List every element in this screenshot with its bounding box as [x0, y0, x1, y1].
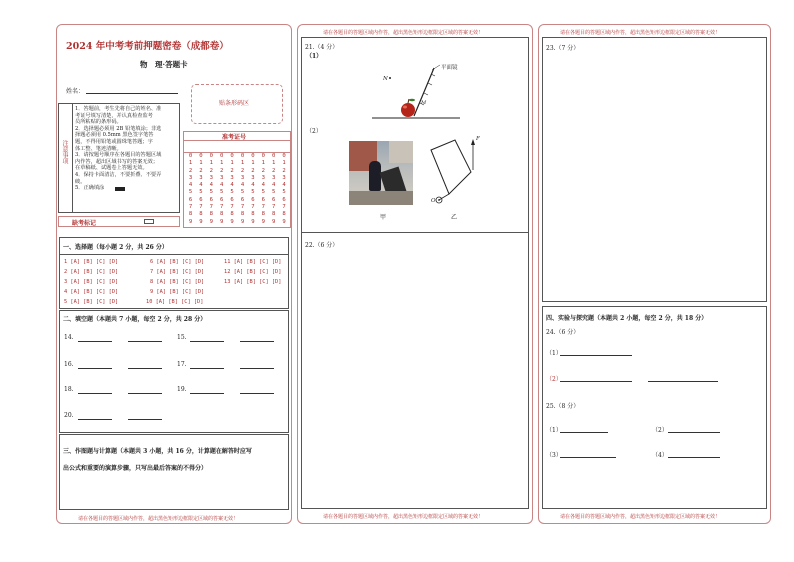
admission-digit-bubble[interactable]: 7 — [272, 204, 276, 211]
admission-digit-column[interactable] — [228, 153, 237, 226]
q23-label: 23.（7 分） — [546, 45, 580, 52]
admission-digit-bubble[interactable]: 6 — [188, 196, 193, 203]
note-line: 员所粘贴的条形码。 — [75, 119, 122, 126]
admission-digit-bubble[interactable]: 2 — [188, 167, 193, 174]
admission-digit-bubble[interactable]: 5 — [282, 189, 286, 196]
admission-digit-bubble[interactable]: 9 — [240, 218, 245, 225]
admission-digit-bubble[interactable]: 1 — [240, 160, 245, 167]
admission-digit-bubble[interactable]: 0 — [199, 153, 203, 159]
admission-digit-bubble[interactable]: 8 — [230, 211, 234, 218]
admission-digit-column[interactable] — [259, 153, 268, 226]
q15-blank-1[interactable] — [190, 341, 224, 342]
admission-digit-bubble[interactable]: 9 — [199, 218, 203, 225]
q19-blank-2[interactable] — [240, 393, 274, 394]
admission-digit-bubble[interactable]: 4 — [272, 182, 276, 189]
mc-row-3[interactable]: 3 [A] [B] [C] [D] — [64, 279, 119, 285]
note-line: 在草稿纸、试题卷上答题无效。 — [75, 165, 148, 172]
admission-digit-bubble[interactable]: 1 — [188, 160, 193, 167]
q18-blank-2[interactable] — [128, 393, 162, 394]
mc-header-divider — [59, 254, 289, 255]
admission-digit-bubble[interactable]: 2 — [240, 167, 245, 174]
admission-digit-bubble[interactable]: 6 — [272, 196, 276, 203]
mc-row-13[interactable]: 13 [A] [B] [C] [D] — [224, 279, 282, 285]
mc-row-5[interactable]: 5 [A] [B] [C] [D] — [64, 299, 119, 305]
exam-subtitle: 物 理·答题卡 — [140, 60, 188, 69]
name-field-line[interactable] — [86, 93, 178, 94]
q24-part2-label: （2） — [546, 376, 562, 383]
experiment-section-header: 四、实验与探究题（本题共 2 小题，每空 2 分，共 18 分） — [546, 315, 708, 322]
admission-digit-bubble[interactable]: 8 — [261, 211, 265, 218]
admission-digit-bubble[interactable]: 3 — [272, 174, 276, 181]
admission-digit-bubble[interactable]: 5 — [220, 189, 224, 196]
photo-person — [369, 161, 381, 191]
admission-digit-bubble[interactable]: 8 — [282, 211, 286, 218]
admission-digit-bubble[interactable]: 3 — [251, 174, 255, 181]
q18-blank-1[interactable] — [78, 393, 112, 394]
admission-digit-column[interactable] — [269, 153, 278, 226]
q24-part2-blank-2[interactable] — [648, 381, 718, 382]
admission-digit-bubble[interactable]: 8 — [251, 211, 255, 218]
q15-blank-2[interactable] — [240, 341, 274, 342]
admission-digit-bubble[interactable]: 6 — [209, 196, 213, 203]
q25-part4-blank[interactable] — [668, 457, 720, 458]
figure-jia-label: 甲 — [380, 214, 387, 221]
mirror-leader-line — [432, 65, 440, 70]
q17-label: 17. — [177, 361, 187, 368]
photo-person-pushing-bin — [349, 141, 413, 205]
admission-digit-bubble[interactable]: 2 — [230, 167, 234, 174]
admission-digit-bubble[interactable]: 0 — [220, 153, 224, 159]
admission-digit-bubble[interactable]: 4 — [230, 182, 234, 189]
admission-digit-bubble[interactable]: 4 — [209, 182, 213, 189]
q14-label: 14. — [64, 334, 74, 341]
admission-digit-bubble[interactable]: 5 — [188, 189, 193, 196]
admission-digit-bubble[interactable]: 6 — [261, 196, 265, 203]
note-line: 考证号填写清楚，并认真检查监考 — [75, 112, 153, 119]
admission-digit-bubble[interactable]: 6 — [199, 196, 203, 203]
admission-digit-bubble[interactable]: 5 — [199, 189, 203, 196]
admission-digit-bubble[interactable]: 7 — [282, 204, 286, 211]
mirror-line — [414, 68, 434, 116]
calc-section-header-line2: 出公式和重要的演算步骤，只写出最后答案的不得分） — [63, 465, 208, 472]
mc-row-8[interactable]: 8 [A] [B] [C] [D] — [150, 279, 205, 285]
q22-label: 22.（6 分） — [305, 242, 339, 249]
admission-digit-bubble[interactable]: 4 — [240, 182, 245, 189]
q17-blank-2[interactable] — [240, 368, 274, 369]
admission-digit-bubble[interactable]: 8 — [199, 211, 203, 218]
panel2-footer-warning: 请在各题目的答题区域内作答，超出黑色矩形边框限定区域的答案无效！ — [323, 514, 484, 520]
mc-row-9[interactable]: 9 [A] [B] [C] [D] — [150, 289, 205, 295]
admission-digit-bubble[interactable]: 9 — [261, 218, 265, 225]
point-n-label: N — [383, 76, 388, 82]
admission-digit-column[interactable] — [196, 153, 205, 226]
admission-digit-bubble[interactable]: 6 — [282, 196, 286, 203]
admission-digit-bubble[interactable]: 3 — [282, 174, 286, 181]
admission-digit-bubble[interactable]: 3 — [209, 174, 213, 181]
admission-digit-bubble[interactable]: 6 — [240, 196, 245, 203]
mc-row-7[interactable]: 7 [A] [B] [C] [D] — [150, 269, 205, 275]
q24-part1-blank[interactable] — [560, 355, 632, 356]
note-line: 题，不得用铅笔或圆珠笔答题；字 — [75, 138, 153, 145]
q20-blank-2[interactable] — [128, 419, 162, 420]
q21-part1-label: （1） — [306, 53, 323, 60]
admission-digit-bubble[interactable]: 5 — [240, 189, 245, 196]
q20-label: 20. — [64, 412, 74, 419]
admission-digit-bubble[interactable]: 1 — [209, 160, 213, 167]
admission-digit-bubble[interactable]: 8 — [240, 211, 245, 218]
admission-number-label: 准考证号 — [222, 134, 247, 141]
admission-digit-bubble[interactable]: 3 — [220, 174, 224, 181]
admission-digit-bubble[interactable]: 9 — [230, 218, 234, 225]
mc-row-10[interactable]: 10 [A] [B] [C] [D] — [146, 299, 204, 305]
admission-digit-bubble[interactable]: 1 — [220, 160, 224, 167]
q25-part1-blank[interactable] — [560, 432, 608, 433]
mc-row-11[interactable]: 11 [A] [B] [C] [D] — [224, 259, 282, 265]
admission-digit-bubble[interactable]: 3 — [240, 174, 245, 181]
q14-blank-2[interactable] — [128, 341, 162, 342]
admission-digit-bubble[interactable]: 5 — [230, 189, 234, 196]
mc-row-1[interactable]: 1 [A] [B] [C] [D] — [64, 259, 119, 265]
notes-list — [75, 106, 161, 192]
apple-leaf — [409, 99, 415, 101]
admission-digit-bubble[interactable]: 0 — [272, 153, 276, 159]
admission-digit-column[interactable] — [280, 153, 289, 226]
admission-label-divider — [183, 140, 291, 141]
admission-digit-bubble[interactable]: 1 — [261, 160, 265, 167]
admission-digit-bubble[interactable]: 7 — [188, 204, 193, 211]
admission-digit-bubble[interactable]: 1 — [199, 160, 203, 167]
q16-label: 16. — [64, 361, 74, 368]
q23-box — [542, 37, 767, 302]
admission-digit-bubble[interactable]: 0 — [209, 153, 213, 159]
admission-digit-bubble[interactable]: 7 — [230, 204, 234, 211]
mc-row-6[interactable]: 6 [A] [B] [C] [D] — [150, 259, 205, 265]
note-line: 3．请按题号顺序在各题目的答题区域 — [75, 152, 162, 159]
admission-digit-bubble[interactable]: 4 — [220, 182, 224, 189]
admission-digit-bubble[interactable]: 1 — [251, 160, 255, 167]
admission-digit-column[interactable] — [186, 153, 195, 226]
admission-digit-bubble[interactable]: 8 — [220, 211, 224, 218]
note-line: 体工整、笔迹清晰。 — [75, 145, 122, 152]
photo-ground — [349, 191, 413, 205]
q25-part1-label: （1） — [546, 427, 562, 434]
admission-digit-bubble[interactable]: 7 — [251, 204, 255, 211]
q19-blank-1[interactable] — [190, 393, 224, 394]
q16-blank-1[interactable] — [78, 368, 112, 369]
admission-digit-bubble[interactable]: 2 — [261, 167, 265, 174]
admission-digit-column[interactable] — [217, 153, 226, 226]
notes-divider — [72, 103, 73, 213]
q19-label: 19. — [177, 386, 187, 393]
admission-digit-bubble[interactable]: 3 — [261, 174, 265, 181]
admission-digit-bubble[interactable]: 2 — [282, 167, 286, 174]
note-line: 内作答，超出区域书写的答案无效； — [75, 158, 159, 165]
admission-digit-column[interactable] — [207, 153, 216, 226]
q18-label: 18. — [64, 386, 74, 393]
notes-label: 注意事项 — [61, 140, 68, 164]
admission-digit-bubble[interactable]: 4 — [188, 182, 193, 189]
q25-part3-blank[interactable] — [560, 457, 616, 458]
panel3-top-warning: 请在各题目的答题区域内作答，超出黑色矩形边框限定区域的答案无效！ — [560, 30, 721, 36]
panel1-footer-warning: 请在各题目的答题区域内作答，超出黑色矩形边框限定区域的答案无效！ — [78, 516, 239, 522]
q24-part1-label: （1） — [546, 350, 562, 357]
mc-section-header: 一、选择题（每小题 2 分，共 26 分） — [63, 244, 168, 251]
note-line: 2．选择题必须用 2B 铅笔填涂；非选 — [75, 125, 162, 132]
admission-digit-bubble[interactable]: 2 — [251, 167, 255, 174]
fill-section-header: 二、填空题（本题共 7 小题，每空 2 分，共 28 分） — [63, 316, 207, 323]
point-m-label: M — [421, 100, 427, 106]
admission-digit-column[interactable] — [238, 153, 247, 226]
admission-digit-bubble[interactable]: 7 — [240, 204, 245, 211]
q25-part2-label: （2） — [652, 427, 668, 434]
admission-digit-bubble[interactable]: 3 — [199, 174, 203, 181]
admission-digit-bubble[interactable]: 7 — [220, 204, 224, 211]
q24-part2-blank-1[interactable] — [560, 381, 632, 382]
bin-outline — [431, 140, 471, 194]
admission-digit-bubble[interactable]: 5 — [272, 189, 276, 196]
admission-digit-bubble[interactable]: 2 — [199, 167, 203, 174]
admission-digit-bubble[interactable]: 9 — [220, 218, 224, 225]
note-line: 破。 — [75, 178, 86, 185]
q21-label: 21.（4 分） — [305, 44, 339, 51]
q21-q22-divider — [301, 232, 529, 233]
admission-digit-bubble[interactable]: 8 — [209, 211, 213, 218]
admission-digit-bubble[interactable]: 7 — [209, 204, 213, 211]
q25-part4-label: （4） — [652, 452, 668, 459]
note-line: 4．保持卡面清洁，不要折叠、不要弄 — [75, 171, 162, 178]
admission-digit-bubble[interactable]: 2 — [272, 167, 276, 174]
admission-digit-bubble[interactable]: 4 — [261, 182, 265, 189]
admission-digit-bubble[interactable]: 0 — [261, 153, 265, 159]
admission-digit-bubble[interactable]: 0 — [240, 153, 245, 159]
admission-digit-bubble[interactable]: 5 — [251, 189, 255, 196]
q20-blank-1[interactable] — [78, 419, 112, 420]
admission-digit-bubble[interactable]: 7 — [261, 204, 265, 211]
admission-digit-bubble[interactable]: 0 — [282, 153, 286, 159]
q14-blank-1[interactable] — [78, 341, 112, 342]
force-f-arrowhead — [471, 139, 475, 145]
admission-digit-bubble[interactable]: 9 — [272, 218, 276, 225]
admission-digit-column[interactable] — [248, 153, 257, 226]
q24-label: 24.（6 分） — [546, 329, 580, 336]
admission-digit-bubble[interactable]: 0 — [251, 153, 255, 159]
absent-mark-bubble[interactable] — [144, 219, 154, 224]
fill-in-box — [59, 310, 289, 433]
q17-blank-1[interactable] — [190, 368, 224, 369]
admission-digit-bubble[interactable]: 1 — [282, 160, 286, 167]
admission-digit-bubble[interactable]: 7 — [199, 204, 203, 211]
admission-digit-bubble[interactable]: 3 — [188, 174, 193, 181]
admission-digit-bubble[interactable]: 9 — [188, 218, 193, 225]
absent-mark-label: 缺考标记 — [72, 220, 97, 227]
point-n-dot — [389, 77, 391, 79]
admission-digit-bubble[interactable]: 4 — [251, 182, 255, 189]
mirror-label: 平面镜 — [441, 65, 458, 71]
photo-building-2 — [389, 141, 413, 163]
q25-part2-blank[interactable] — [668, 432, 720, 433]
admission-digit-bubble[interactable]: 6 — [251, 196, 255, 203]
q25-part3-label: （3） — [546, 452, 562, 459]
admission-digit-bubble[interactable]: 9 — [251, 218, 255, 225]
q25-label: 25.（8 分） — [546, 403, 580, 410]
admission-digit-bubble[interactable]: 1 — [272, 160, 276, 167]
exam-title: 2024 年中考考前押题密卷（成都卷） — [66, 41, 229, 52]
mc-row-2[interactable]: 2 [A] [B] [C] [D] — [64, 269, 119, 275]
admission-digit-bubble[interactable]: 4 — [282, 182, 286, 189]
figure-yi-label: 乙 — [451, 214, 458, 221]
barcode-sticker-label: 贴条形码区 — [219, 100, 250, 107]
panel3-footer-warning: 请在各题目的答题区域内作答，超出黑色矩形边框限定区域的答案无效！ — [560, 514, 721, 520]
note-line: 5．正确填涂 — [75, 185, 105, 192]
calc-section-header: 三、作图题与计算题（本题共 3 小题，共 16 分，计算题在解答时应写 — [63, 448, 252, 455]
force-f-label: F — [476, 136, 480, 142]
admission-digit-bubble[interactable]: 9 — [209, 218, 213, 225]
admission-digit-bubble[interactable]: 5 — [261, 189, 265, 196]
note-line: 择题必须用 0.5mm 黑色签字笔答 — [75, 132, 154, 139]
pivot-o-label: O — [431, 198, 436, 204]
apple-highlight — [403, 106, 407, 109]
admission-digit-bubble[interactable]: 2 — [209, 167, 213, 174]
q21-part2-label: （2） — [306, 128, 322, 135]
admission-digit-bubble[interactable]: 3 — [230, 174, 234, 181]
mc-row-4[interactable]: 4 [A] [B] [C] [D] — [64, 289, 119, 295]
admission-digit-bubble[interactable]: 0 — [188, 153, 193, 159]
admission-digit-bubble[interactable]: 8 — [272, 211, 276, 218]
apple-stem — [408, 99, 409, 103]
panel2-top-warning: 请在各题目的答题区域内作答，超出黑色矩形边框限定区域的答案无效！ — [323, 30, 484, 36]
admission-digit-bubble[interactable]: 9 — [282, 218, 286, 225]
q16-blank-2[interactable] — [128, 368, 162, 369]
admission-digit-bubble[interactable]: 8 — [188, 211, 193, 218]
admission-digit-bubble[interactable]: 4 — [199, 182, 203, 189]
apple-shape — [401, 103, 415, 117]
note-line: 1．答题前，考生先将自己的姓名、准 — [75, 106, 162, 112]
admission-digit-bubble[interactable]: 1 — [230, 160, 234, 167]
admission-digit-bubble[interactable]: 6 — [220, 196, 224, 203]
admission-digit-bubble[interactable]: 5 — [209, 189, 213, 196]
name-label: 姓名： — [66, 88, 85, 95]
admission-digit-bubble[interactable]: 0 — [230, 153, 234, 159]
admission-digit-bubble[interactable]: 2 — [220, 167, 224, 174]
filled-bubble-sample — [115, 187, 125, 191]
mc-row-12[interactable]: 12 [A] [B] [C] [D] — [224, 269, 282, 275]
admission-digit-bubble[interactable]: 6 — [230, 196, 234, 203]
q15-label: 15. — [177, 334, 187, 341]
